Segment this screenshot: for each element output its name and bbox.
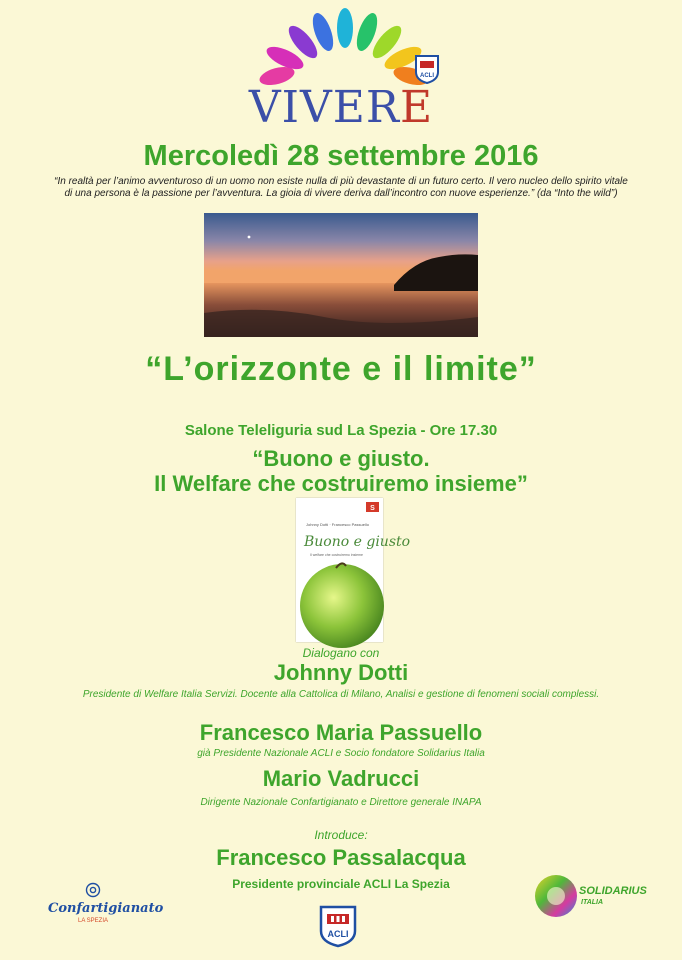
book-title bbox=[0, 446, 682, 496]
confartigianato-at-icon bbox=[85, 882, 101, 898]
speaker-dotti-name: Johnny Dotti bbox=[273, 660, 409, 685]
acli-shield-icon bbox=[414, 54, 440, 84]
solidarius-logo bbox=[533, 873, 647, 919]
book-authors: Johnny Dotti · Francesco Passuello bbox=[306, 522, 369, 527]
dialogue-intro: Dialogano con bbox=[302, 646, 380, 660]
speaker-vadrucci-desc: Dirigente Nazionale Confartigianato e Direttore generale INAPA bbox=[200, 797, 482, 808]
acli-badge-top bbox=[414, 54, 440, 84]
book-cover-title: Buono e giusto bbox=[304, 534, 411, 550]
brand-last-letter: E bbox=[400, 82, 434, 133]
book-cover-image bbox=[296, 498, 411, 642]
book-badge: S bbox=[370, 505, 375, 512]
quote-line-2: di una persona è la passione per l’avventura. La gioia di vivere deriva dall’incontro con nuove esperienze.” (da “Into the wild”) bbox=[64, 188, 618, 199]
acli-badge-text: ACLI bbox=[420, 73, 434, 79]
introduce-label: Introduce: bbox=[314, 828, 368, 842]
brand-main: VIVER bbox=[248, 82, 401, 133]
book-title-line-1: “Buono e giusto. bbox=[252, 446, 430, 471]
quote-line-1: “In realtà per l’animo avventuroso di un uomo non esiste nulla di più devastante di un futuro certo. Il vero nucleo dello spirito vitale bbox=[54, 176, 628, 187]
event-venue: Salone Teleliguria sud La Spezia - Ore 17.30 bbox=[184, 422, 498, 439]
book-cover-subtitle: Il welfare che costruiremo insieme bbox=[310, 553, 363, 557]
speaker-passalacqua-desc: Presidente provinciale ACLI La Spezia bbox=[232, 877, 450, 891]
acli-bottom-text: ACLI bbox=[327, 929, 349, 939]
book-cover bbox=[296, 498, 411, 642]
sunset-image bbox=[204, 213, 478, 337]
speaker-dotti-desc: Presidente di Welfare Italia Servizi. Docente alla Cattolica di Milano, Analisi e gestione di fenomeni sociali complessi. bbox=[82, 689, 600, 700]
speaker-passalacqua-name: Francesco Passalacqua bbox=[216, 845, 466, 870]
sunset-photo bbox=[204, 213, 478, 337]
confartigianato-name: Confartigianato bbox=[48, 901, 164, 916]
acli-logo-bottom bbox=[319, 905, 357, 947]
solidarius-globe-icon bbox=[533, 873, 579, 919]
speaker-vadrucci-name: Mario Vadrucci bbox=[262, 766, 420, 791]
solidarius-sub: ITALIA bbox=[581, 899, 604, 906]
brand-title bbox=[0, 82, 682, 133]
intro-quote bbox=[0, 176, 682, 200]
confartigianato-logo bbox=[48, 882, 164, 928]
speaker-passuello-name: Francesco Maria Passuello bbox=[199, 720, 483, 745]
event-date: Mercoledì 28 settembre 2016 bbox=[143, 140, 539, 172]
book-title-line-2: Il Welfare che costruiremo insieme” bbox=[154, 471, 528, 496]
acli-shield-bottom-icon bbox=[319, 905, 357, 947]
solidarius-name: SOLIDARIUS bbox=[579, 885, 647, 897]
speaker-passuello-desc: già Presidente Nazionale ACLI e Socio fondatore Solidarius Italia bbox=[197, 748, 485, 759]
event-title: “L’orizzonte e il limite” bbox=[145, 350, 537, 388]
confartigianato-sub: LA SPEZIA bbox=[77, 918, 108, 924]
